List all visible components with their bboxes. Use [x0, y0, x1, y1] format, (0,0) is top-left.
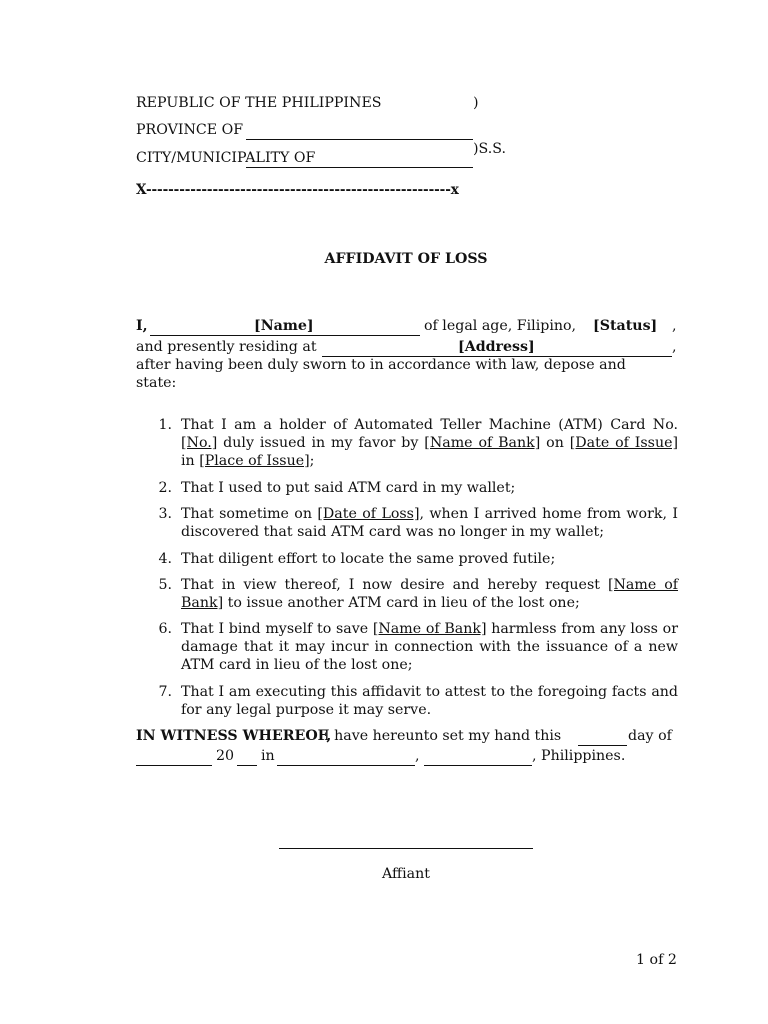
witness-twenty: 20 [216, 748, 235, 764]
bank-name-placeholder: [Name of Bank] [181, 577, 679, 611]
bank-name-placeholder: [Name of Bank] [424, 435, 541, 451]
item-number: 2. [158, 480, 172, 496]
city-blank[interactable] [246, 167, 473, 168]
list-item-7 [136, 683, 678, 719]
list-item-3 [136, 505, 678, 541]
item-text: That I bind myself to save [Name of Bank] harmless from any loss or damage that it may incur in connection with the issuance of a new ATM card in lieu of the lost one; [181, 621, 678, 673]
list-item-5 [136, 576, 678, 612]
item-number: 4. [158, 551, 172, 567]
intro-line4: state: [136, 375, 177, 391]
item-number: 3. [158, 506, 172, 522]
witness-bold: IN WITNESS WHEREOF, [136, 728, 332, 744]
intro-line3: after having been duly sworn to in accordance with law, depose and [136, 357, 626, 373]
header-paren: ) [473, 95, 479, 111]
list-item-4 [136, 550, 678, 568]
item-number: 5. [158, 577, 172, 593]
place-of-issue-placeholder: [Place of Issue] [199, 453, 310, 469]
witness-comma: , [415, 748, 420, 764]
affiant-label: Affiant [382, 866, 430, 882]
item-number: 6. [158, 621, 172, 637]
address-placeholder: [Address] [458, 339, 535, 355]
item-text: That I am a holder of Automated Teller Machine (ATM) Card No. [No.] duly issued in my favor by [Name of Bank] on [Date of Issue] in [Place of Issue]; [181, 417, 679, 469]
item-text: That in view thereof, I now desire and hereby request [Name of Bank] to issue another ATM card in lieu of the lost one; [181, 577, 679, 611]
header-province: PROVINCE OF [136, 122, 244, 138]
header-city: CITY/MUNICIPALITY OF [136, 150, 316, 166]
item-text: That diligent effort to locate the same proved futile; [181, 551, 556, 567]
intro-i: I, [136, 318, 148, 334]
item-text: That I used to put said ATM card in my wallet; [181, 480, 516, 496]
header-ss: )S.S. [473, 141, 506, 157]
witness-day-of: day of [628, 728, 672, 744]
date-of-issue-placeholder: [Date of Issue] [569, 435, 679, 451]
province-blank[interactable] [246, 139, 473, 140]
witness-philippines: , Philippines. [532, 748, 626, 764]
intro-comma: , [672, 318, 677, 334]
status-placeholder: [Status] [593, 318, 658, 334]
province-signed-blank[interactable] [424, 765, 532, 766]
witness-text: I have hereunto set my hand this [324, 728, 562, 744]
item-text: That I am executing this affidavit to attest to the foregoing facts and for any legal purpose it may serve. [181, 684, 678, 718]
intro-residing: and presently residing at [136, 339, 317, 355]
month-blank[interactable] [136, 765, 212, 766]
document-title: AFFIDAVIT OF LOSS [324, 251, 488, 267]
day-blank[interactable] [578, 745, 627, 746]
year-blank[interactable] [237, 765, 257, 766]
item-text: That sometime on [Date of Loss], when I arrived home from work, I discovered that said ATM card was no longer in my wallet; [181, 506, 678, 540]
name-placeholder: [Name] [254, 318, 314, 334]
date-of-loss-placeholder: [Date of Loss] [317, 506, 420, 522]
list-item-6 [136, 620, 678, 674]
atm-no-placeholder: [No.] [181, 435, 218, 451]
city-signed-blank[interactable] [277, 765, 415, 766]
header-republic: REPUBLIC OF THE PHILIPPINES [136, 95, 382, 111]
item-number: 1. [158, 417, 172, 433]
header-separator: X-------------------------------------------------------x [136, 182, 459, 198]
intro-end-comma: , [672, 339, 677, 355]
witness-in: in [261, 748, 275, 764]
list-item-1 [136, 416, 678, 470]
bank-name-placeholder: [Name of Bank] [372, 621, 487, 637]
list-item-2 [136, 479, 678, 497]
page-number: 1 of 2 [636, 952, 677, 968]
intro-legal-age: of legal age, Filipino, [424, 318, 577, 334]
name-blank[interactable] [150, 335, 420, 336]
signature-line[interactable] [279, 848, 533, 849]
item-number: 7. [158, 684, 172, 700]
